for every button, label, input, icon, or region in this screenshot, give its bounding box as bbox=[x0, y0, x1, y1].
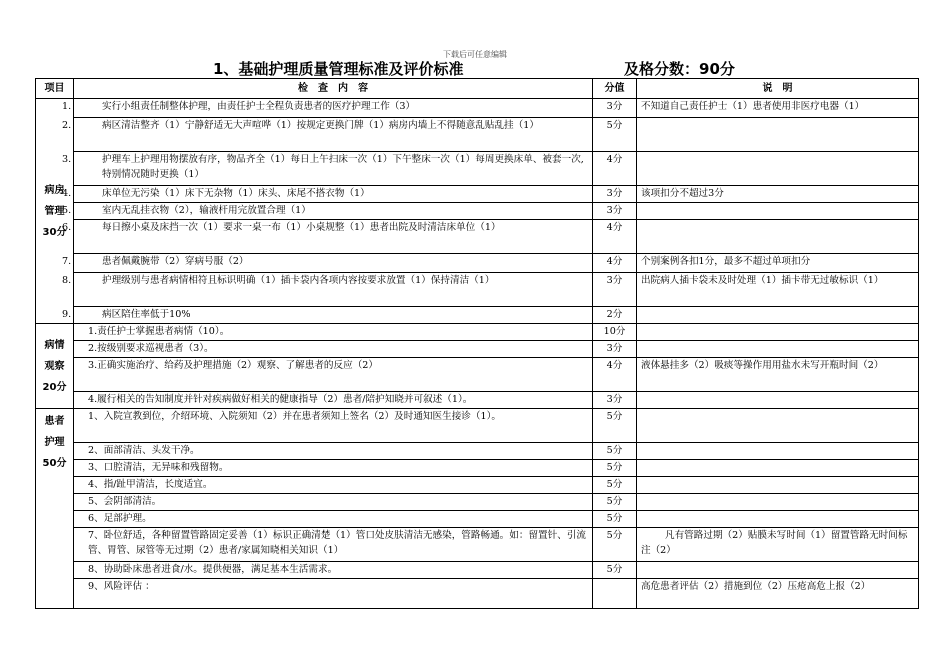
item-cell bbox=[62, 152, 593, 186]
note-cell: 高危患者评估（2）措施到位（2）压疮高危上报（2） bbox=[637, 579, 919, 609]
table-row bbox=[36, 528, 919, 562]
category-line: 50分 bbox=[42, 458, 67, 469]
header-row bbox=[36, 79, 919, 99]
category-line: 观察 bbox=[44, 360, 65, 372]
item-cell bbox=[74, 494, 593, 511]
item-cell bbox=[74, 341, 593, 358]
item-number: 2、 bbox=[88, 445, 104, 456]
item-text: 患者佩戴腕带（2）穿病号服（2） bbox=[102, 256, 249, 267]
item-cell bbox=[74, 562, 593, 579]
item-cell bbox=[74, 392, 593, 409]
item-text: 正确实施治疗、给药及护理措施（2）观察、了解患者的反应（2） bbox=[97, 360, 378, 371]
score-cell: 3分 bbox=[593, 186, 637, 203]
note-cell bbox=[637, 341, 919, 358]
item-cell bbox=[74, 511, 593, 528]
item-cell bbox=[62, 99, 593, 118]
note-cell bbox=[637, 528, 919, 562]
item-text: 面部清洁、头发干净。 bbox=[103, 445, 200, 456]
item-cell bbox=[74, 460, 593, 477]
table-row bbox=[36, 392, 919, 409]
note-cell bbox=[637, 392, 919, 409]
category-cell bbox=[36, 409, 74, 609]
item-cell bbox=[74, 409, 593, 443]
note-cell bbox=[637, 477, 919, 494]
note-cell bbox=[637, 220, 919, 254]
item-number: 6. bbox=[62, 222, 72, 233]
item-text: 履行相关的告知制度并针对疾病做好相关的健康指导（2）患者/陪护知晓并可叙述（1）。 bbox=[97, 394, 473, 405]
item-cell bbox=[74, 358, 593, 392]
table-row bbox=[36, 186, 919, 203]
item-number: 5、 bbox=[88, 496, 104, 507]
note-cell: 该项扣分不超过3分 bbox=[637, 186, 919, 203]
note-cell bbox=[637, 409, 919, 443]
note-cell bbox=[637, 562, 919, 579]
item-text: 足部护理。 bbox=[103, 513, 152, 524]
table-row bbox=[36, 477, 919, 494]
category-line: 患者 bbox=[44, 416, 65, 427]
score-cell: 3分 bbox=[593, 341, 637, 358]
score-cell: 5分 bbox=[593, 477, 637, 494]
item-number: 8、 bbox=[88, 564, 104, 575]
item-number: 6、 bbox=[88, 513, 104, 524]
note-cell: 出院病人插卡袋未及时处理（1）插卡带无过敏标识（1） bbox=[637, 273, 919, 307]
item-number: 7、 bbox=[88, 530, 104, 541]
item-text: 入院宣教到位，介绍环境、入院须知（2）并在患者须知上签名（2）及时通知医生接诊（1）。 bbox=[103, 411, 501, 422]
item-cell bbox=[62, 203, 593, 220]
item-text: 按级别要求巡视患者（3）。 bbox=[97, 343, 214, 354]
table-row bbox=[36, 358, 919, 392]
item-number: 8. bbox=[62, 275, 72, 286]
note-cell bbox=[637, 118, 919, 152]
item-cell bbox=[74, 528, 593, 562]
category-line: 护理 bbox=[44, 437, 65, 448]
score-cell: 5分 bbox=[593, 443, 637, 460]
score-cell: 3分 bbox=[593, 392, 637, 409]
item-number: 3、 bbox=[88, 462, 104, 473]
header-score: 分值 bbox=[593, 79, 637, 99]
item-number: 9、 bbox=[88, 581, 104, 592]
table-row bbox=[36, 273, 919, 307]
score-cell: 4分 bbox=[593, 152, 637, 186]
score-cell: 10分 bbox=[593, 324, 637, 341]
category-line: 20分 bbox=[42, 381, 67, 393]
item-text: 口腔清洁，无异味和残留物。 bbox=[103, 462, 229, 473]
item-cell bbox=[62, 307, 593, 324]
category-line: 病房 bbox=[44, 184, 65, 196]
note-cell bbox=[637, 511, 919, 528]
score-cell: 5分 bbox=[593, 409, 637, 443]
item-text: 病区清洁整齐（1）宁静舒适无大声喧哗（1）按规定更换门牌（1）病房内墙上不得随意乱贴乱挂（1） bbox=[102, 120, 539, 131]
item-text: 指/趾甲清洁，长度适宜。 bbox=[103, 479, 213, 490]
score-cell: 5分 bbox=[593, 118, 637, 152]
note-cell: 个别案例各扣1分，最多不超过单项扣分 bbox=[637, 254, 919, 273]
note-cell bbox=[637, 152, 919, 186]
item-text: 护理级别与患者病情相符且标识明确（1）插卡袋内各项内容按要求放置（1）保持清洁（1） bbox=[102, 275, 495, 286]
table-row bbox=[36, 460, 919, 477]
table-row bbox=[36, 307, 919, 324]
score-cell: 2分 bbox=[593, 307, 637, 324]
item-number: 1、 bbox=[88, 411, 104, 422]
note-cell bbox=[637, 203, 919, 220]
item-number: 3. bbox=[62, 154, 72, 165]
table-row bbox=[36, 409, 919, 443]
note-cell bbox=[637, 494, 919, 511]
item-number: 4. bbox=[88, 394, 98, 405]
score-cell: 5分 bbox=[593, 528, 637, 562]
table-row bbox=[36, 254, 919, 273]
item-cell bbox=[62, 273, 593, 307]
header-note: 说 明 bbox=[637, 79, 919, 99]
note-cell: 不知道自己责任护士（1）患者使用非医疗电器（1） bbox=[637, 99, 919, 118]
item-number: 4、 bbox=[88, 479, 104, 490]
item-cell bbox=[62, 186, 593, 203]
table-row bbox=[36, 203, 919, 220]
category-line: 管理 bbox=[44, 205, 65, 217]
item-text: 实行小组责任制整体护理，由责任护士全程负责患者的医疗护理工作（3） bbox=[102, 101, 416, 112]
item-text: 每日擦小桌及床挡一次（1）要求一桌一布（1）小桌规整（1）患者出院及时清洁床单位（1） bbox=[102, 222, 501, 233]
title-line bbox=[0, 58, 950, 78]
table-row bbox=[36, 511, 919, 528]
score-cell: 5分 bbox=[593, 494, 637, 511]
table-row bbox=[36, 341, 919, 358]
item-number: 1. bbox=[62, 101, 72, 112]
header-category: 项目 bbox=[36, 79, 74, 99]
item-cell bbox=[62, 118, 593, 152]
note-cell bbox=[637, 324, 919, 341]
pass-score: 及格分数：90分 bbox=[624, 60, 735, 78]
table-row bbox=[36, 152, 919, 186]
category-line: 病情 bbox=[44, 339, 65, 351]
item-text: 病区陪住率低于10% bbox=[102, 309, 191, 320]
score-cell: 3分 bbox=[593, 99, 637, 118]
note-cell: 液体悬挂多（2）吸痰等操作用用盐水未写开瓶时间（2） bbox=[637, 358, 919, 392]
item-text: 责任护士掌握患者病情（10）。 bbox=[97, 326, 230, 337]
score-cell: 4分 bbox=[593, 220, 637, 254]
header-content: 检 查 内 容 bbox=[74, 79, 593, 99]
note-cell bbox=[637, 443, 919, 460]
item-number: 1. bbox=[88, 326, 98, 337]
score-cell: 3分 bbox=[593, 273, 637, 307]
item-number: 7. bbox=[62, 256, 72, 267]
item-number: 9. bbox=[62, 309, 72, 320]
item-text: 床单位无污染（1）床下无杂物（1）床头、床尾不搭衣物（1） bbox=[102, 188, 370, 199]
item-number: 3. bbox=[88, 360, 98, 371]
category-cell bbox=[36, 324, 74, 409]
note-cell bbox=[637, 460, 919, 477]
table-row bbox=[36, 99, 919, 118]
item-cell bbox=[74, 443, 593, 460]
item-text: 护理车上护理用物摆放有序，物品齐全（1）每日上午扫床一次（1）下午整床一次（1）每周更换床单、被套一次,特别情况随时更换（1） bbox=[102, 154, 584, 180]
item-cell bbox=[74, 324, 593, 341]
category-line: 30分 bbox=[42, 226, 67, 238]
item-number: 2. bbox=[88, 343, 98, 354]
score-cell: 4分 bbox=[593, 358, 637, 392]
document-title: 1、基础护理质量管理标准及评价标准 bbox=[213, 60, 464, 78]
table-row bbox=[36, 494, 919, 511]
item-cell bbox=[62, 254, 593, 273]
table-row bbox=[36, 443, 919, 460]
score-cell: 5分 bbox=[593, 511, 637, 528]
table-row bbox=[36, 220, 919, 254]
score-cell: 3分 bbox=[593, 203, 637, 220]
item-text: 卧位舒适，各种留置管路固定妥善（1）标识正确清楚（1）管口处皮肤清洁无感染，管路畅通。如：留置针、引流管、胃管、尿管等无过期（2）患者/家属知晓相关知识（1） bbox=[88, 530, 587, 556]
item-cell bbox=[74, 477, 593, 494]
item-text: 室内无乱挂衣物（2），输液杆用完放置合理（1） bbox=[102, 205, 311, 216]
table-row bbox=[36, 324, 919, 341]
item-text: 协助卧床患者进食/水。提供便器，满足基本生活需求。 bbox=[103, 564, 338, 575]
item-text: 会阴部清洁。 bbox=[103, 496, 162, 507]
item-number: 5. bbox=[62, 205, 72, 216]
item-number: 2. bbox=[62, 120, 72, 131]
item-text: 风险评估 ： bbox=[103, 581, 155, 592]
note-text: 凡有管路过期（2）贴膜未写时间（1）留置管路无时间标注（2） bbox=[641, 530, 908, 556]
score-cell: 5分 bbox=[593, 460, 637, 477]
score-cell bbox=[593, 579, 637, 609]
table-row bbox=[36, 118, 919, 152]
table-row bbox=[36, 562, 919, 579]
top-note: 下载后可任意编辑 bbox=[443, 50, 507, 59]
standards-table bbox=[35, 78, 919, 609]
item-cell bbox=[62, 220, 593, 254]
table-row bbox=[36, 579, 919, 609]
item-cell bbox=[74, 579, 593, 609]
score-cell: 5分 bbox=[593, 562, 637, 579]
item-number: 4. bbox=[62, 188, 72, 199]
note-cell bbox=[637, 307, 919, 324]
score-cell: 4分 bbox=[593, 254, 637, 273]
